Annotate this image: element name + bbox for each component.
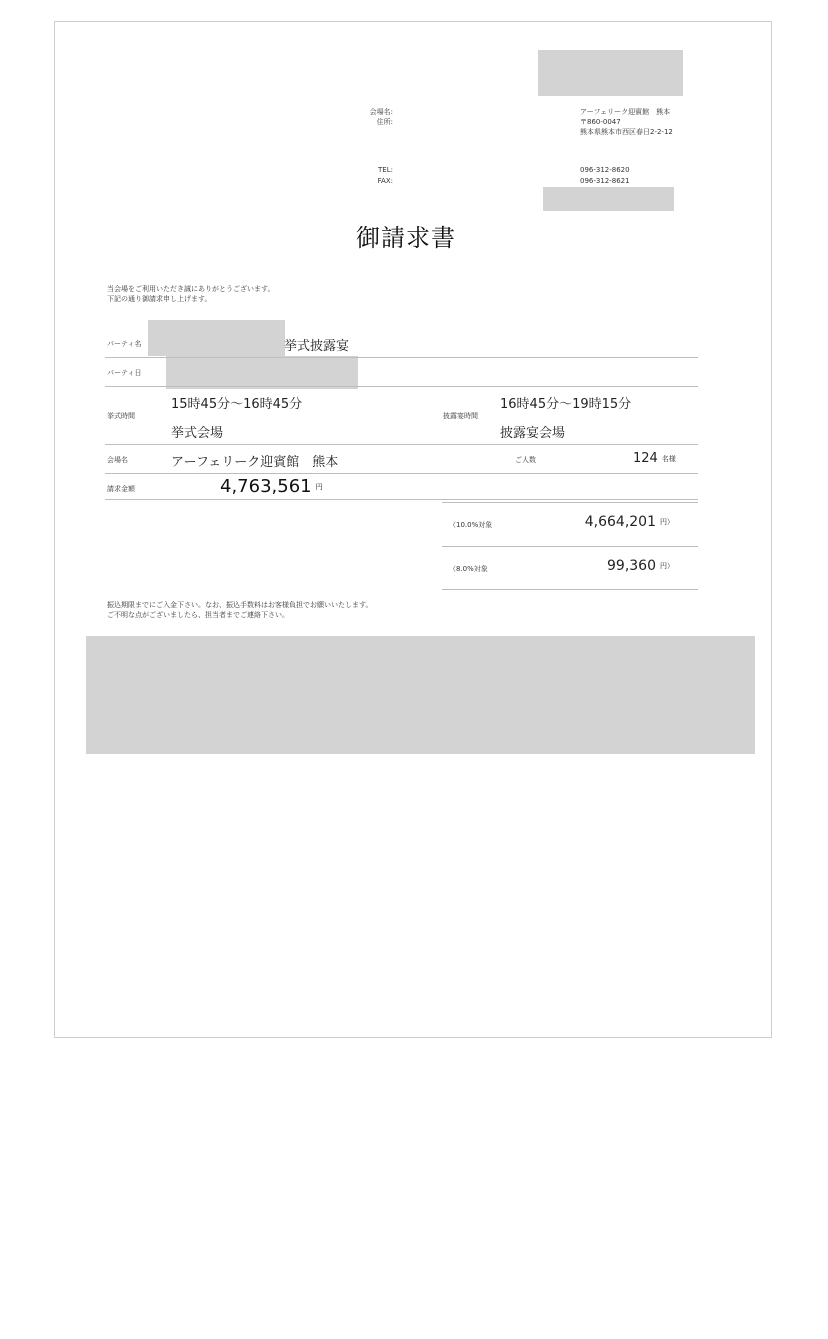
document-title: 御請求書: [356, 224, 456, 252]
sender-venue-value: アーフェリーク迎賓館 熊本: [580, 108, 671, 116]
divider: [442, 546, 698, 547]
ceremony-time: 15時45分〜16時45分: [171, 397, 303, 412]
tel-label: TEL:: [378, 166, 393, 174]
sender-address: 熊本県熊本市西区春日2-2-12: [580, 128, 673, 136]
reception-time-label: 披露宴時間: [443, 412, 478, 420]
party-date-label: パーティ日: [107, 369, 142, 377]
venue-label: 会場名: [107, 456, 128, 464]
divider: [105, 499, 698, 500]
fax-label: FAX:: [377, 177, 393, 185]
tax10-label: （10.0%対象: [449, 521, 493, 529]
amount-label: 請求金額: [107, 485, 135, 493]
divider: [105, 473, 698, 474]
guests-value: [633, 451, 676, 466]
redacted-party-name: [148, 320, 285, 356]
tax10-amount-wrap: [560, 514, 674, 530]
party-name-suffix: 挙式披露宴: [284, 339, 350, 354]
divider: [105, 357, 698, 358]
sender-postal: 〒860-0047: [580, 118, 621, 126]
divider: [442, 589, 698, 590]
divider: [442, 502, 698, 503]
venue-value: アーフェリーク迎賓館 熊本: [171, 455, 339, 470]
payment-note: [107, 600, 372, 620]
document-title-wrap: [0, 218, 828, 253]
party-name-label: パーティ名: [107, 340, 142, 348]
amount-unit: 円: [315, 483, 323, 491]
greeting-line-2: 下記の通り御請求申し上げます。: [107, 295, 212, 303]
tax8-amount: 99,360: [607, 558, 656, 574]
sender-venue-label: 会場名:: [369, 108, 393, 116]
ceremony-time-label: 挙式時間: [107, 412, 135, 420]
reception-venue: 披露宴会場: [500, 426, 566, 441]
tax10-amount: 4,664,201: [584, 514, 656, 530]
guests-label: ご人数: [515, 456, 536, 464]
greeting: [107, 284, 274, 304]
fax-value: 096-312-8621: [580, 177, 630, 185]
amount-value: 4,763,561: [220, 476, 312, 497]
amount-value-wrap: [220, 476, 323, 497]
guests-unit: 名様: [661, 454, 676, 463]
redacted-sender-name: [538, 50, 683, 96]
greeting-line-1: 当会場をご利用いただき誠にありがとうございます。: [107, 285, 275, 293]
sender-address-label: 住所:: [376, 118, 393, 126]
ceremony-venue: 挙式会場: [171, 426, 224, 441]
payment-note-line-1: 振込期限までにご入金下さい。なお、振込手数料はお客様負担でお願いいたします。: [107, 601, 373, 609]
reception-time: 16時45分〜19時15分: [500, 397, 632, 412]
divider: [105, 444, 698, 445]
redacted-party-date: [166, 356, 358, 389]
guests-count: 124: [633, 451, 658, 466]
tax10-unit: 円）: [660, 518, 674, 526]
tax8-amount-wrap: [560, 558, 674, 574]
tax8-unit: 円）: [660, 562, 674, 570]
tel-value: 096-312-8620: [580, 166, 630, 174]
redacted-bank-info: [86, 636, 755, 754]
tax8-label: （8.0%対象: [449, 565, 488, 573]
divider: [105, 386, 698, 387]
redacted-staff-name: [543, 187, 674, 211]
payment-note-line-2: ご不明な点がございましたら、担当者までご連絡下さい。: [107, 611, 289, 619]
